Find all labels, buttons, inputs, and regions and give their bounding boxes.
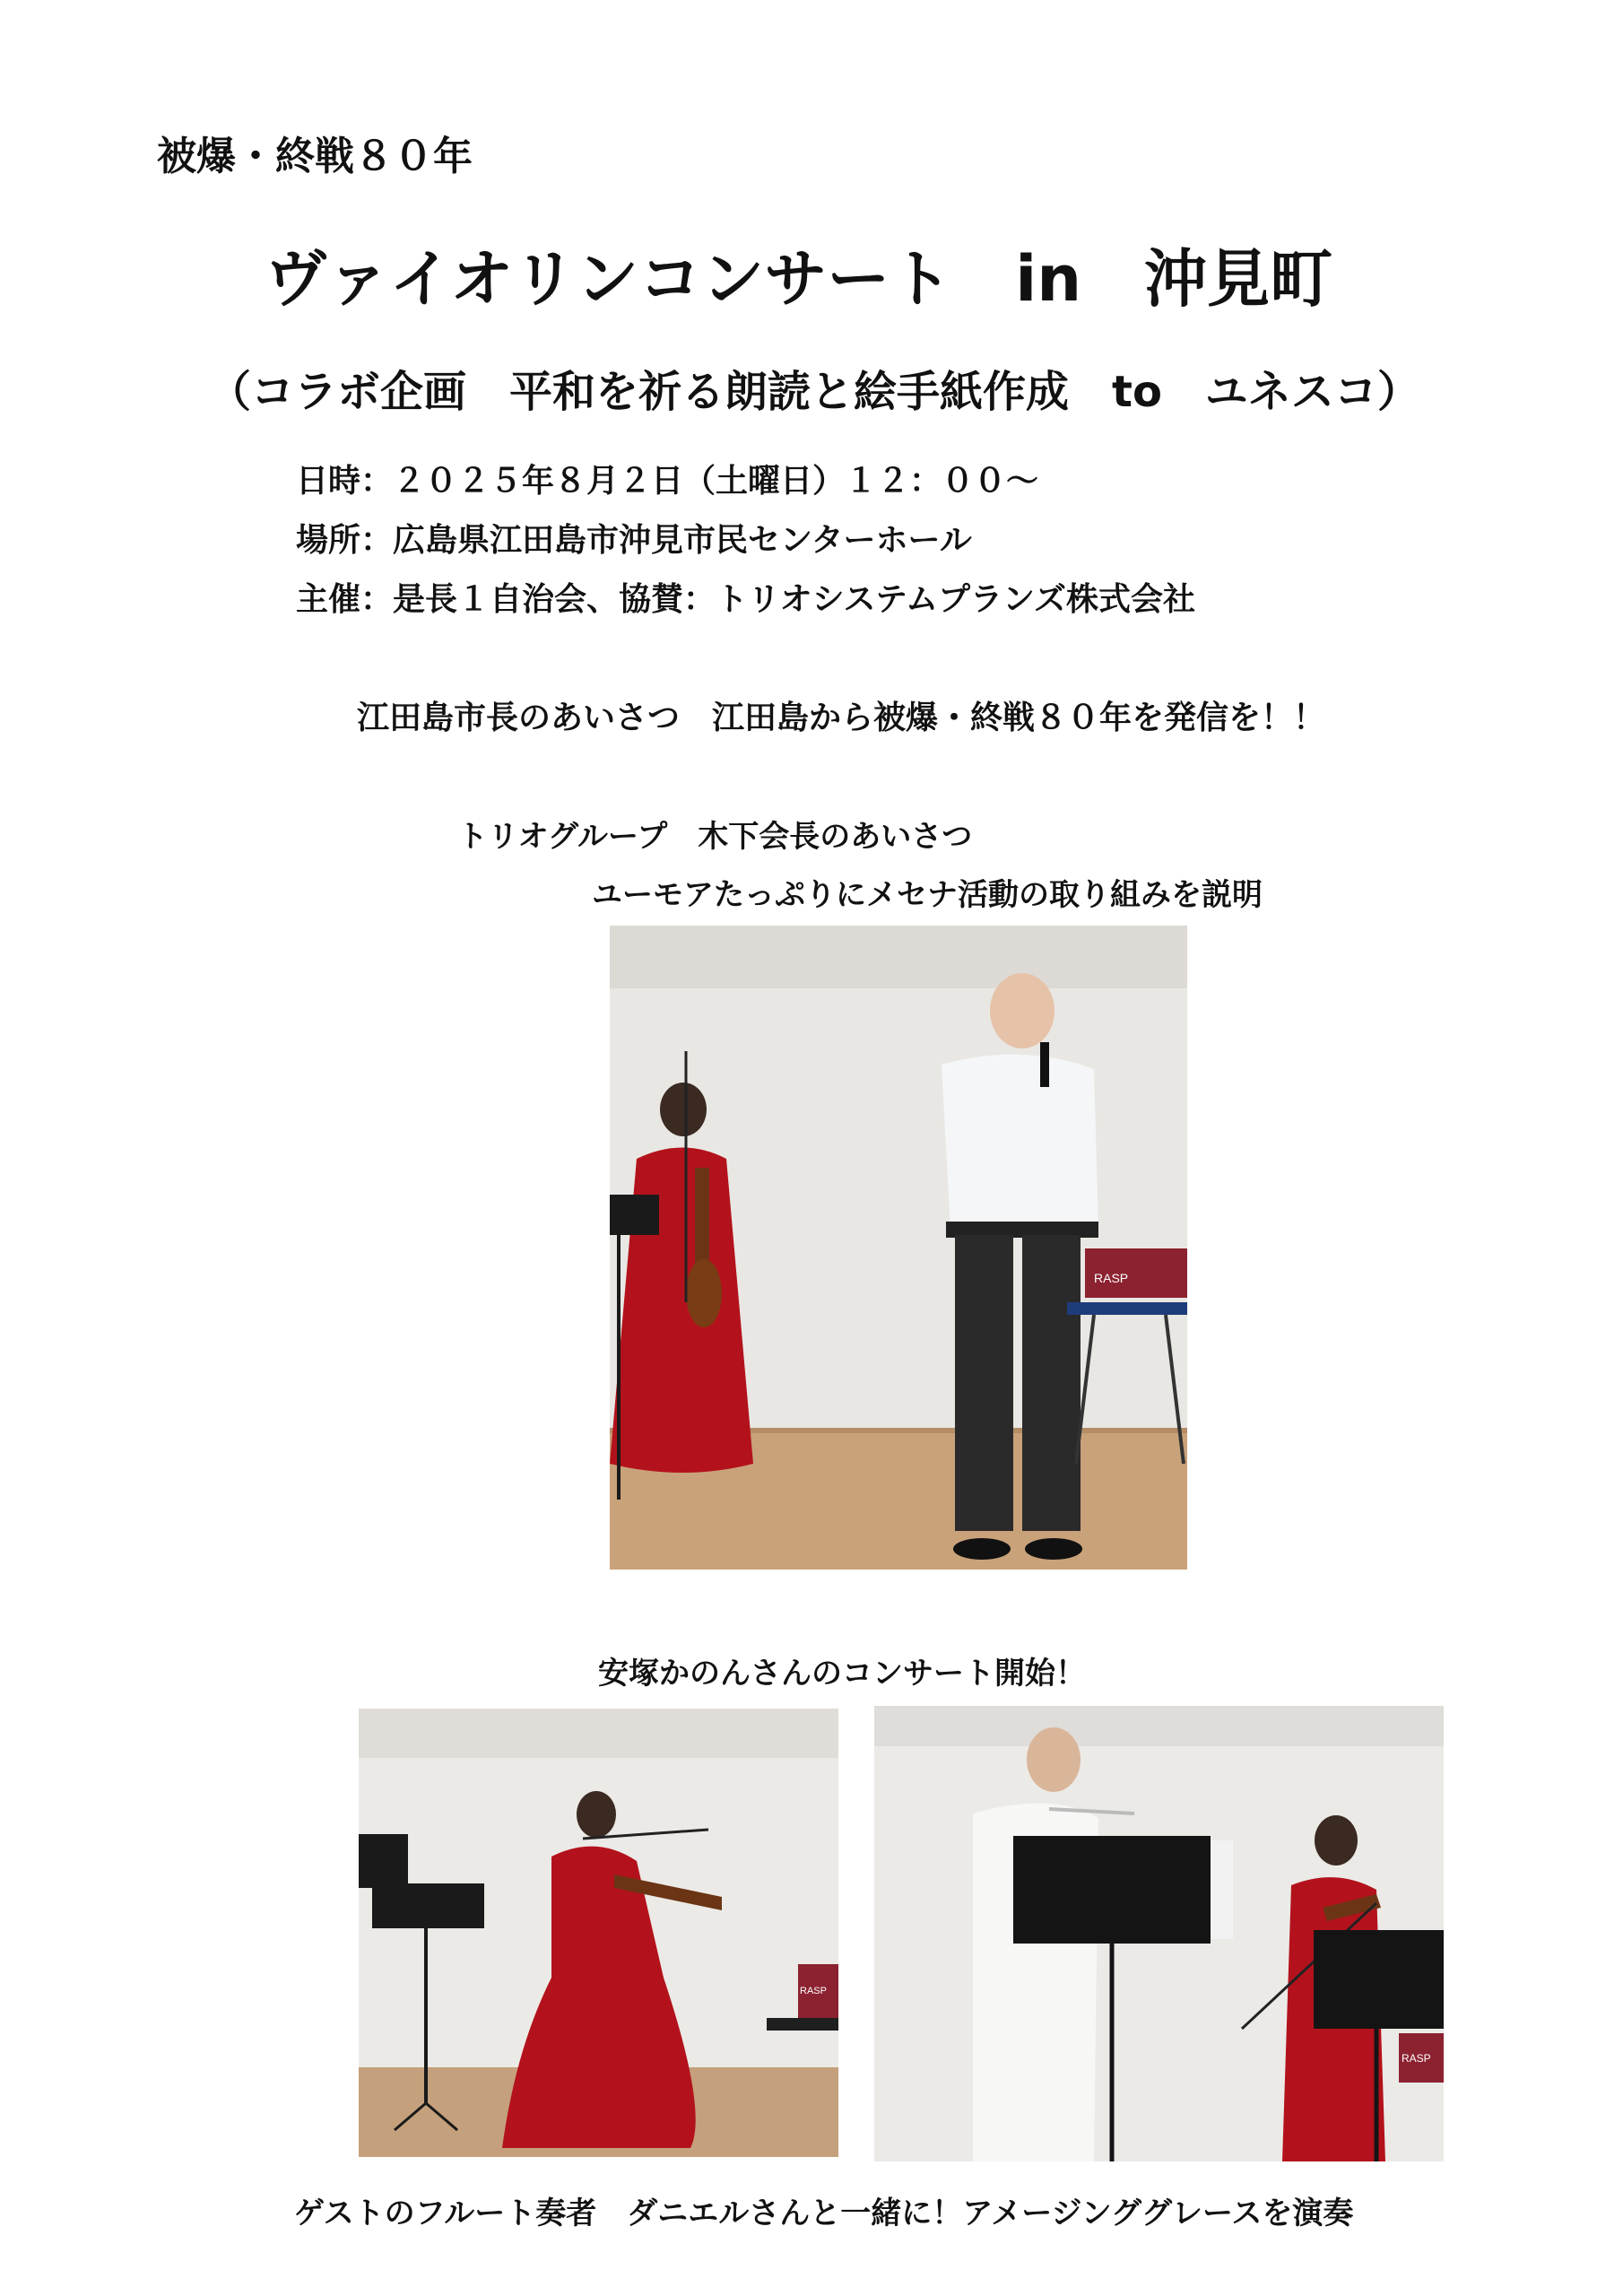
event-kicker: 被爆・終戦８０年 xyxy=(157,134,473,179)
chairman-caption-2: ユーモアたっぷりにメセナ活動の取り組みを説明 xyxy=(592,877,1263,913)
flute-duet-photo xyxy=(874,1706,1444,2161)
chairman-speech-photo xyxy=(610,926,1187,1570)
violinist-solo-photo xyxy=(359,1709,838,2157)
event-date: 日時：２０２５年８月２日（土曜日）１２：００～ xyxy=(296,463,1039,500)
rasp-label-3: RASP xyxy=(1402,2052,1431,2065)
event-organizer: 主催：是長１自治会、協賛：トリオシステムプランズ株式会社 xyxy=(296,581,1195,618)
page-subtitle: （コラボ企画 平和を祈る朗読と絵手紙作成 to ユネスコ） xyxy=(208,367,1420,417)
guest-caption: ゲストのフルート奏者 ダニエルさんと一緒に！アメージンググレースを演奏 xyxy=(294,2196,1354,2231)
concert-start-caption: 安塚かのんさんのコンサート開始！ xyxy=(598,1656,1086,1692)
rasp-label-1: RASP xyxy=(1094,1271,1129,1285)
rasp-label-2: RASP xyxy=(800,1986,827,1996)
mayor-greeting: 江田島市長のあいさつ 江田島から被爆・終戦８０年を発信を！！ xyxy=(357,700,1326,736)
chairman-caption-1: トリオグループ 木下会長のあいさつ xyxy=(457,819,973,855)
page-title: ヴァイオリンコンサート in 沖見町 xyxy=(265,242,1333,316)
event-place: 場所：広島県江田島市沖見市民センターホール xyxy=(296,522,972,559)
